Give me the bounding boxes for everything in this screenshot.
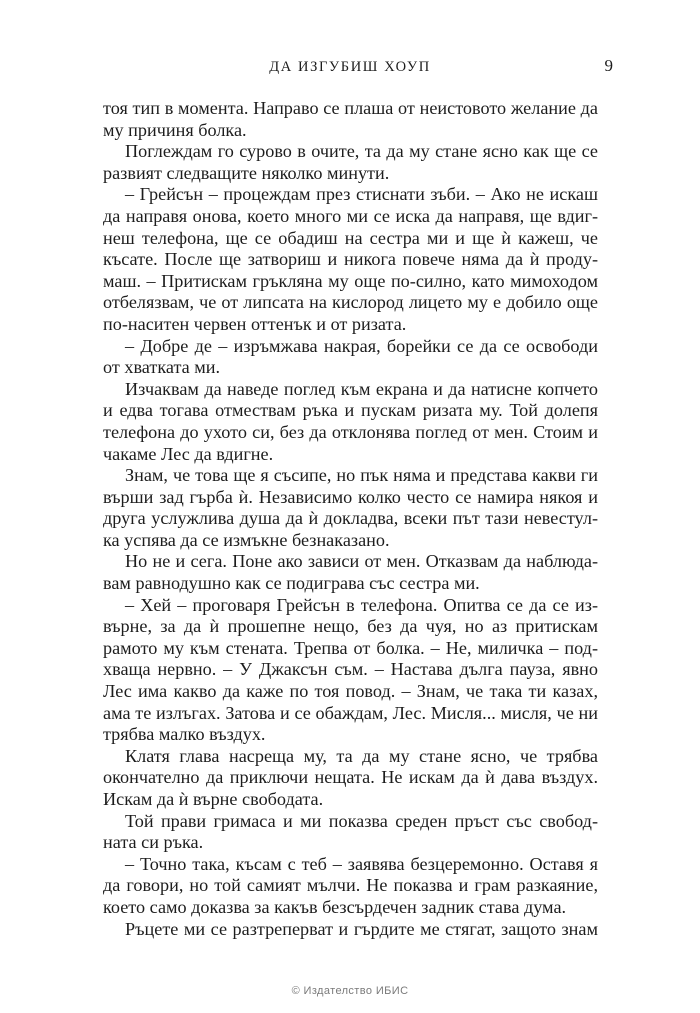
book-title-header: ДА ИЗГУБИШ ХОУП [269, 59, 431, 75]
body-text [103, 98, 598, 940]
paragraph: тоя тип в момента. Направо се плаша от неистовото желание да му причиня болка. [103, 98, 598, 140]
paragraph: – Добре де – изръмжава накрая, борейки се да се освободи от хватката ми. [103, 335, 598, 378]
running-header [0, 56, 700, 80]
paragraph: Знам, че това ще я съсипе, но пък няма и представа какви ги върши зад гърба ѝ. Независимо колко често се намира някоя и друга услужлива душа да ѝ докладва, всеки път тази невестулка успява да се измъкне безнаказано. [103, 465, 598, 550]
paragraph: – Точно така, късам с теб – заявява безцеремонно. Оставя я да говори, но той самият мълчи. Не показва и грам разкаяние, което само доказва за какъв безсърдечен задник става дума. [103, 853, 598, 917]
paragraph: Клатя глава насреща му, та да му стане ясно, че трябва окончателно да приключи нещата. Не искам да ѝ дава въздух. Искам да ѝ върне свободата. [103, 745, 598, 809]
publisher-copyright: © Издателство ИБИС [291, 985, 409, 997]
paragraph: – Хей – проговаря Грейсън в телефона. Опитва се да се извърне, за да ѝ прошепне нещо, без да чуя, но аз притискам рамото му към стената. Трепва от болка. – Не, миличка – подхваща нервно. – У Джаксън съм. – Настава дълга пауза, явно Лес има какво да каже по тоя повод. – Знам, че така ти казах, ама те излъгах. Затова и се обаждам, Лес. Мисля... мисля, че ни трябва малко въздух. [103, 594, 598, 745]
paragraph: Поглеждам го сурово в очите, та да му стане ясно как ще се развият следващите няколко минути. [103, 141, 598, 183]
paragraph: Изчаквам да наведе поглед към екрана и да натисне копчето и едва тогава отмествам ръка и пускам ризата му. Той долепя телефона до ухото си, без да отклонява поглед от мен. Стоим и чакаме Лес да вдигне. [103, 378, 598, 464]
paragraph: – Грейсън – процеждам през стиснати зъби. – Ако не искаш да направя онова, което много ми се иска да направя, ще вдигнеш телефона, ще се обадиш на сестра ми и ще ѝ кажеш, че късате. После ще затвориш и никога повече няма да ѝ продумаш. – Притискам гръкляна му още по-силно, като мимоходом отбелязвам, че от липсата на кислород лицето му е добило още по-наситен червен оттенък и от ризата. [103, 184, 598, 334]
paragraph: Но не и сега. Поне ако зависи от мен. Отказвам да наблюдавам равнодушно как се подиграва със сестра ми. [103, 551, 598, 594]
paragraph: Ръцете ми се разтреперват и гърдите ме стягат, защото знам [125, 918, 598, 939]
paragraph: Той прави гримаса и ми показва среден пръст със свободната си ръка. [103, 810, 598, 853]
page-number: 9 [604, 56, 613, 75]
